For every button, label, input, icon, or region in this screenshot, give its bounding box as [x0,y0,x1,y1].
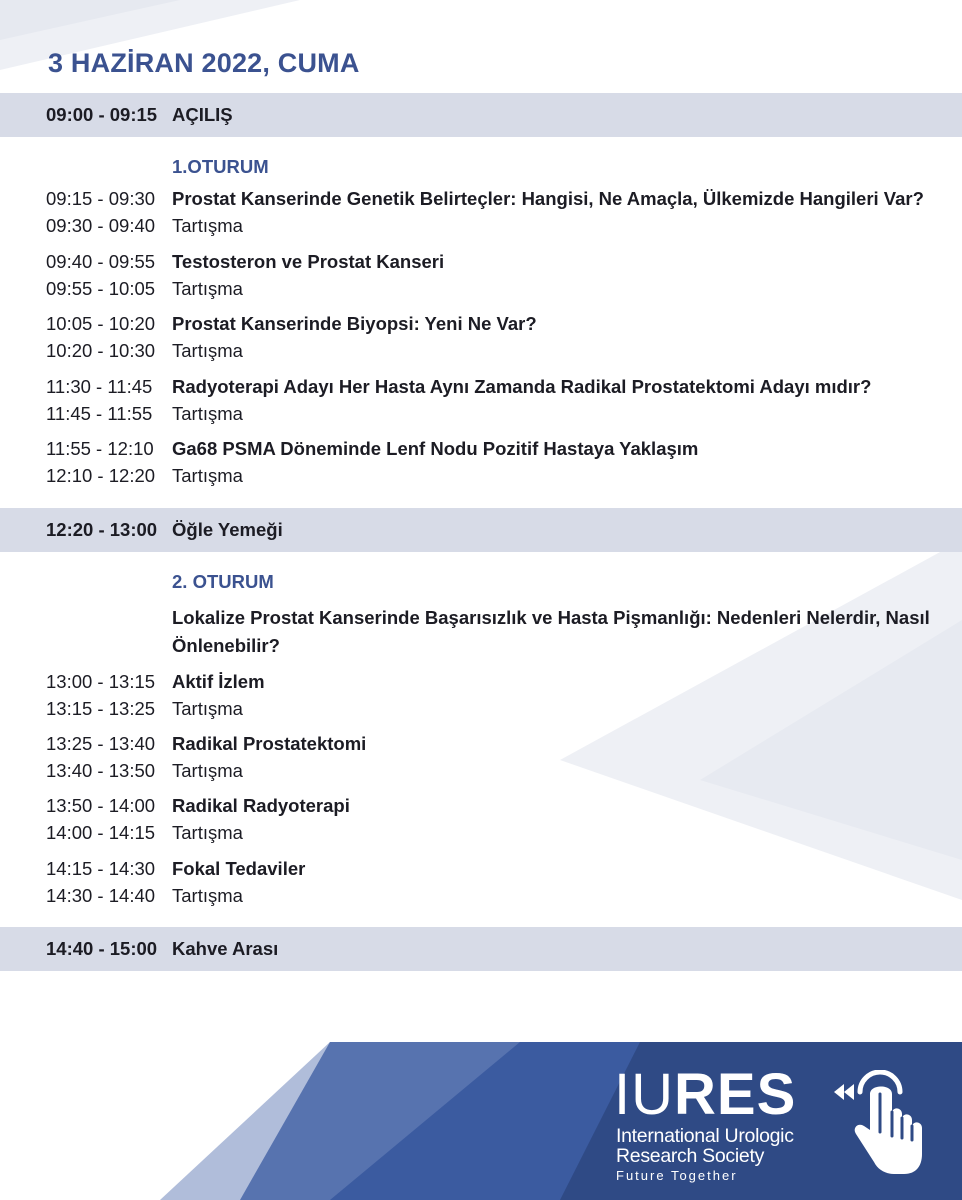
band-title: Kahve Arası [172,938,279,959]
schedule-row [0,820,962,846]
schedule-row [0,401,962,427]
row-time: 10:05 - 10:20 [46,313,156,334]
row-title: Tartışma [172,465,243,486]
row-time: 09:40 - 09:55 [46,251,156,272]
row-title: Ga68 PSMA Döneminde Lenf Nodu Pozitif Hastaya Yaklaşım [172,438,699,459]
row-title: Fokal Tedaviler [172,858,306,879]
row-title: Aktif İzlem [172,671,265,692]
schedule-row [0,758,962,784]
schedule-row [0,669,962,695]
row-title: Radikal Radyoterapi [172,795,350,816]
row-title: Prostat Kanserinde Biyopsi: Yeni Ne Var? [172,313,537,334]
row-title: Radikal Prostatektomi [172,733,367,754]
band-title: AÇILIŞ [172,104,233,125]
org-name-line1: International Urologic [616,1125,794,1147]
schedule-row [0,374,962,400]
schedule-row [0,186,962,212]
session-2-topic: Lokalize Prostat Kanserinde Başarısızlık ve Hasta Pişmanlığı: Nedenleri Nelerdir, Nasıl Önlenebilir? [172,607,930,656]
row-title: Prostat Kanserinde Genetik Belirteçler: Hangisi, Ne Amaçla, Ülkemizde Hangileri Var? [172,188,924,209]
row-time: 09:30 - 09:40 [46,215,156,236]
schedule-row [0,338,962,364]
lunch-band [0,508,962,552]
band-time: 09:00 - 09:15 [46,104,158,125]
schedule-row [0,213,962,239]
row-title: Tartışma [172,340,243,361]
schedule-row [0,311,962,337]
session-2-label: 2. OTURUM [172,571,274,592]
hand-pointer-icon [830,1070,926,1180]
org-name-line2: Research Society [616,1145,765,1167]
row-title: Tartışma [172,822,243,843]
row-title: Tartışma [172,760,243,781]
schedule-row [0,856,962,882]
band-time: 14:40 - 15:00 [46,938,158,959]
row-title: Tartışma [172,278,243,299]
schedule-row [0,249,962,275]
session-1-label: 1.OTURUM [172,156,269,177]
row-title: Tartışma [172,215,243,236]
row-time: 13:50 - 14:00 [46,795,156,816]
row-time: 13:00 - 13:15 [46,671,156,692]
row-time: 13:40 - 13:50 [46,760,156,781]
schedule-row [0,883,962,909]
row-time: 14:30 - 14:40 [46,885,156,906]
row-time: 13:15 - 13:25 [46,698,156,719]
schedule-row [0,436,962,462]
row-time: 11:45 - 11:55 [46,403,153,424]
row-title: Testosteron ve Prostat Kanseri [172,251,445,272]
row-title: Tartışma [172,698,243,719]
band-time: 12:20 - 13:00 [46,519,158,540]
row-time: 09:55 - 10:05 [46,278,156,299]
row-time: 09:15 - 09:30 [46,188,156,209]
row-time: 14:15 - 14:30 [46,858,156,879]
row-time: 11:30 - 11:45 [46,376,153,397]
logo-tagline: Future Together [616,1168,738,1183]
row-title: Tartışma [172,885,243,906]
schedule-row [0,463,962,489]
band-title: Öğle Yemeği [172,519,283,540]
row-title: Radyoterapi Adayı Her Hasta Aynı Zamanda Radikal Prostatektomi Adayı mıdır? [172,376,872,397]
ures-logo [612,1064,812,1188]
row-time: 11:55 - 12:10 [46,438,154,459]
row-time: 12:10 - 12:20 [46,465,156,486]
opening-band [0,93,962,137]
logo-wordmark: IURES [614,1062,797,1127]
schedule-row [0,793,962,819]
schedule-row [0,696,962,722]
page-title: 3 HAZİRAN 2022, CUMA [48,48,360,78]
row-time: 14:00 - 14:15 [46,822,156,843]
row-time: 10:20 - 10:30 [46,340,156,361]
schedule-row [0,731,962,757]
schedule-row [0,276,962,302]
row-time: 13:25 - 13:40 [46,733,156,754]
row-title: Tartışma [172,403,243,424]
coffee-break-band [0,927,962,971]
